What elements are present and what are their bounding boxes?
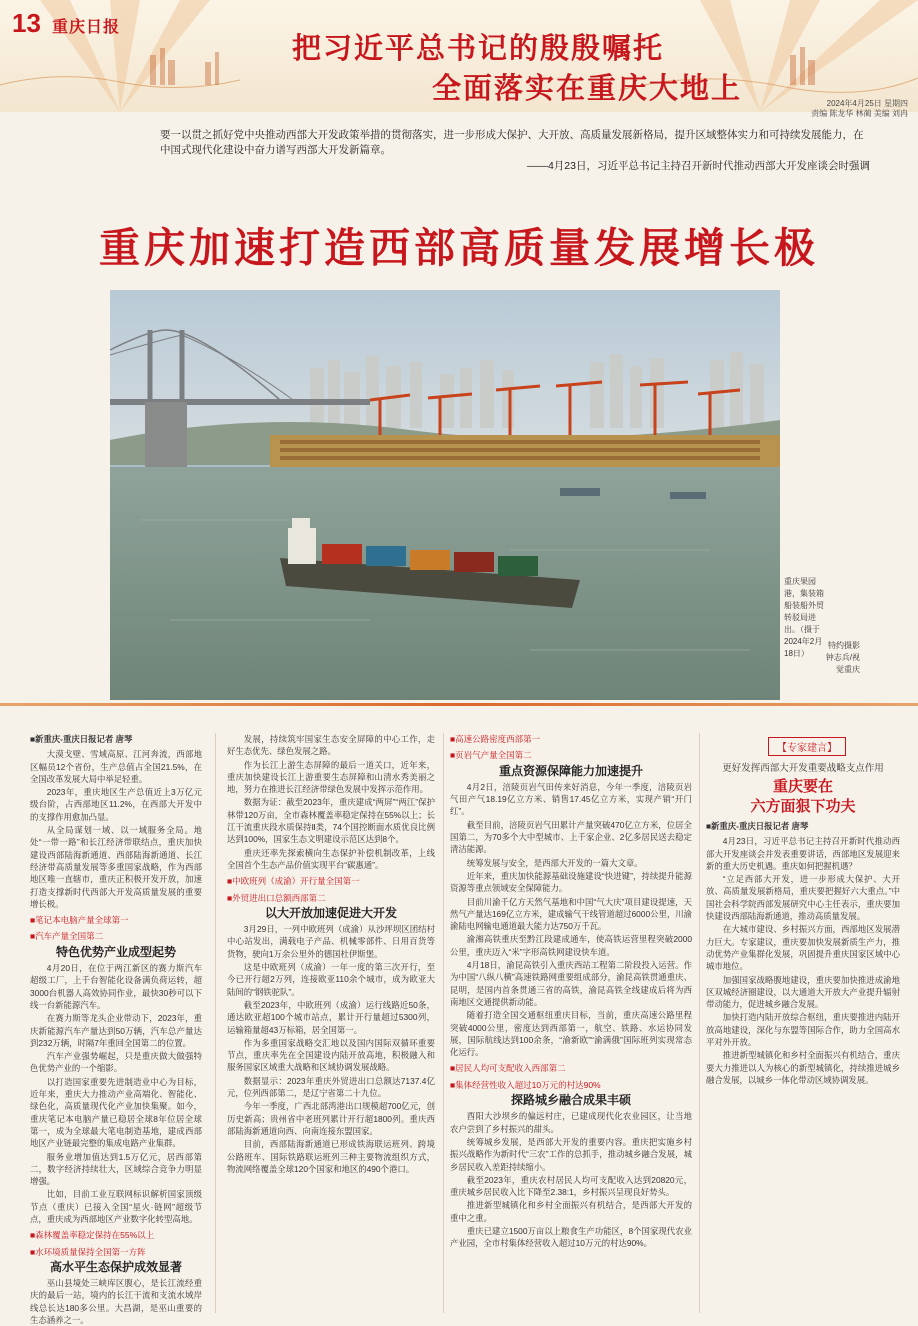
- quote-text: 要一以贯之抓好党中央推动西部大开发政策举措的贯彻落实，进一步形成大保护、大开放、高质量发展新格局，提升区域整体实力和可持续发展能力，在中国式现代化建设中奋力谱写西部大开发新篇章。: [160, 129, 864, 156]
- expert-headline-line1: 重庆要在: [772, 777, 833, 795]
- port-photo: [110, 290, 780, 700]
- paragraph: 统筹城乡发展，是西部大开发的重要内容。重庆把实施乡村振兴战略作为新时代“三农”工作的总抓手，推动城乡融合发展，城乡居民收入差距持续缩小。: [450, 1136, 692, 1172]
- paragraph: 统筹发展与安全，是西部大开发的一篇大文章。: [466, 857, 643, 868]
- expert-headline-line2: 六方面狠下功夫: [750, 797, 856, 815]
- article-byline: ■新重庆-重庆日报记者 唐琴: [30, 734, 133, 744]
- paragraph: 加强国家战略腹地建设，重庆要加快推进成渝地区双城经济圈建设，以大通道大开放大产业提升辐射带动能力，促进城乡融合发展。: [706, 974, 900, 1010]
- paragraph: 比如，目前工业互联网标识解析国家顶级节点（重庆）已接入全国“星火·链网”超级节点，重庆成为西部地区产业数字化转型高地。: [30, 1189, 202, 1224]
- paragraph: 截至目前，涪陵页岩气田累计产量突破470亿立方米，位居全国第二，为70多个大中型城市、上千家企业、2亿多居民送去稳定清洁能源。: [450, 819, 692, 855]
- paragraph: 在大城市建设、乡村振兴方面，西部地区发展潜力巨大。专家建议，重庆要加快发展新质生产力，推动优势产业集群化发展，巩固提升重庆国家区域中心城市地位。: [706, 924, 900, 972]
- leader-quote: [160, 128, 870, 174]
- paragraph: 这是中欧班列（成渝）一年一度的第三次开行，至今已开行超2万列，连接欧亚110余个城市，成为欧亚大陆间的“钢铁驼队”。: [227, 962, 435, 997]
- paragraph: 数据为证：截至2023年，重庆建成“两屏”“两江”保护林带120万亩，全市森林覆盖率稳定保持在55%以上；长江干流重庆段水质保持Ⅱ类，74个国控断面水质优良比例达到100%，国家生态文明建设示范区达到8个。: [227, 797, 435, 845]
- paragraph: 作为多重国家战略交汇地以及国内国际双循环重要节点，重庆率先在全国建设内陆开放高地，积极融入和服务国家区域重大战略和区域协调发展战略。: [227, 1037, 435, 1073]
- expert-kicker: 更好发挥西部大开发重要战略支点作用: [722, 763, 884, 774]
- photo-credit: 特约摄影 钟志兵/视觉重庆: [825, 641, 860, 674]
- paragraph: 随着打造全国交通枢纽重庆目标，当前，重庆高速公路里程突破4000公里，密度达到西部第一，航空、铁路、水运协同发展，国际航线达到100余条，“渝新欧”“渝满俄”国际班列实现常态化运行。: [450, 1010, 692, 1058]
- article-column-2: [227, 733, 435, 1313]
- section-kicker: ■笔记本电脑产量全球第一: [30, 915, 129, 926]
- page-number: 13: [12, 8, 41, 38]
- paragraph: 近年来，重庆加快能源基础设施建设“快进键”，持续提升能源资源等重点领域安全保障能力。: [450, 870, 692, 894]
- photo-caption: 重庆果园港，集装箱船装船外贸转驳局进出。（摄于2024年2月18日）: [784, 577, 824, 658]
- section-subheading: 高水平生态保护成效显著: [49, 1259, 182, 1274]
- section-kicker: ■居民人均可支配收入西部第二: [450, 1063, 566, 1074]
- editors-credit: 责编 陈龙华 林蔺 美编 刘冉: [811, 109, 908, 118]
- paragraph: 加快打造内陆开放综合枢纽，重庆要推进内陆开放高地建设，深化与东盟等国际合作，助力全国高水平对外开放。: [706, 1012, 900, 1048]
- masthead-headline-line2: 全面落实在重庆大地上: [432, 71, 743, 105]
- paragraph: 4月23日，习近平总书记主持召开新时代推动西部大开发座谈会并发表重要讲话，西部地区发展迎来新的重大历史机遇。重庆如何把握机遇？: [706, 836, 900, 871]
- expert-headline: [706, 776, 900, 816]
- section-subheading: 以大开放加速促进大开发: [264, 905, 397, 920]
- paragraph: 数据显示：2023年重庆外贸进出口总额达7137.4亿元，位列西部第二，是辽宁省第二十九位。: [227, 1075, 435, 1099]
- paragraph: 大漠戈壁、雪域高原、江河奔流，西部地区幅员12个省份，生产总值占全国21.5%，在全国改革发展大局中举足轻重。: [30, 749, 202, 784]
- paragraph: 3月29日，一列中欧班列（成渝）从沙坪坝区团结村中心站发出，满载电子产品、机械零部件、日用百货等货物，驶向1万余公里外的德国杜伊斯堡。: [227, 924, 435, 959]
- paragraph: 目前川渝千亿方天然气基地和中国“气大庆”项目建设提速，天然气产量达169亿立方米，建成输气干线管道超过6000公里，川渝渝陆电网输电通道最大能力达750万千瓦。: [450, 896, 692, 932]
- paragraph: 重庆还率先探索横向生态保护补偿机制改革，上线全国首个生态产品价值实现平台“碳惠通”。: [227, 847, 435, 870]
- paragraph: 4月20日，在位于两江新区的赛力斯汽车超级工厂，上千台智能化设备满负荷运转，超3000台机器人高效协同作业，最快30秒可以下线一台新能源汽车。: [30, 963, 202, 1010]
- paragraph: 推进新型城镇化和乡村全面振兴有机结合，是西部大开发的重中之重。: [450, 1200, 692, 1223]
- article-byline: ■新重庆-重庆日报记者 唐琴: [706, 821, 809, 831]
- paragraph: 2023年，重庆地区生产总值近上3万亿元级台阶，占西部地区11.2%，在西部大开发中的支撑作用愈加凸显。: [30, 787, 202, 822]
- paragraph: 重庆已建立1500万亩以上粮食生产功能区，8个国家现代农业产业园，全市村集体经营收入超过10万元的村达90%。: [450, 1225, 692, 1249]
- masthead-banner: [0, 0, 918, 112]
- expert-advice-tag: 【专家建言】: [768, 737, 846, 756]
- newspaper-name: 重庆日报: [52, 17, 121, 36]
- paragraph: 今年一季度，广西北部湾港出口规模超700亿元，创历史新高；贵州省中老班列累计开行超1800列。重庆西部陆海新通道向西、向南连接东盟国家。: [227, 1101, 435, 1136]
- section-kicker: ■水环境质量保持全国第一方阵: [30, 1246, 146, 1257]
- section-subheading: 重点资源保障能力加速提升: [498, 763, 643, 778]
- section-kicker: ■页岩气产量全国第二: [450, 750, 532, 761]
- paragraph: “立足西部大开发，进一步形成大保护、大开放、高质量发展新格局，重庆要把握好六大重点。”中国社会科学院西部发展研究中心主任表示，重庆要加快建设西部陆海新通道，推动高质量发展。: [706, 874, 900, 922]
- paragraph: 汽车产业强势崛起，只是重庆做大做强特色优势产业的一个缩影。: [30, 1051, 202, 1074]
- paragraph: 4月2日，涪陵页岩气田传来好消息，今年一季度，涪陵页岩气田产气18.19亿立方米、销售17.45亿立方米，实现产销“开门红”。: [450, 781, 692, 817]
- column-rule: [699, 733, 700, 1313]
- paragraph: 酉阳大沙坝乡的偏远村庄，已建成现代化农业园区，让当地农户尝到了乡村振兴的甜头。: [450, 1111, 692, 1134]
- paragraph: 截至2023年，中欧班列（成渝）运行线路近50条，通达欧亚超100个城市站点，累计开行量超过5300列，运输箱量超43万标箱，居全国第一。: [227, 999, 435, 1035]
- port-photo-illustration: [110, 290, 780, 700]
- masthead-headline-line1: 把习近平总书记的殷殷嘱托: [292, 31, 665, 65]
- paragraph: 服务业增加值达到1.5万亿元，居西部第二，数字经济持续壮大，区域综合竞争力明显增强。: [30, 1151, 202, 1187]
- section-subheading: 探路城乡融合成果丰硕: [510, 1093, 631, 1108]
- section-kicker: ■中欧班列（成渝）开行量全国第一: [227, 876, 360, 887]
- paragraph: 截至2023年，重庆农村居民人均可支配收入达到20820元，重庆城乡居民收入比下降至2.38:1，乡村振兴呈现良好势头。: [450, 1174, 692, 1198]
- column-rule: [443, 733, 444, 1313]
- section-kicker: ■外贸进出口总额西部第二: [227, 892, 326, 903]
- section-kicker: ■高速公路密度西部第一: [450, 734, 541, 744]
- paragraph: 以打造国家重要先进制造业中心为目标，近年来，重庆大力推动产业高端化、智能化、绿色化，高质量现代化产业加快集聚。如今，重庆笔记本电脑产量已稳居全球8年位居全球第一，成为全球最大笔电制造基地，建成西部地区产业链最完整的集成电路产业集群。: [30, 1076, 202, 1149]
- paragraph: 渝湘高铁重庆至黔江段建成通车，使高铁运营里程突破2000公里，重庆迈入“米”字形高铁网建设快车道。: [450, 934, 692, 957]
- section-kicker: ■集体经营性收入超过10万元的村达90%: [450, 1079, 601, 1090]
- column-rule: [215, 733, 216, 1313]
- paragraph: 目前，西部陆海新通道已形成铁海联运班列、跨境公路班车、国际铁路联运班列三种主要物流组织方式，物流网络覆盖全球120个国家和地区的490个港口。: [227, 1139, 435, 1174]
- paragraph: 从全局谋划一域、以一域服务全局。地处“一带一路”和长江经济带联结点，重庆加快建设西部陆海新通道、西部陆海新通道、长江经济带高质量发展等多重国家战略，作为西部地区唯一直辖市，重庆正积极开发开放，加速打造支撑新时代西部大开发高质量发展的重要增长极。: [30, 825, 202, 909]
- section-kicker: ■森林覆盖率稳定保持在55%以上: [30, 1230, 155, 1241]
- section-divider: [0, 703, 918, 706]
- quote-source: ——4月23日，习近平总书记主持召开新时代推动西部大开发座谈会时强调: [526, 160, 870, 172]
- article-column-3: [450, 733, 692, 1313]
- expert-column: [706, 820, 900, 1315]
- issue-date: 2024年4月25日 星期四: [826, 99, 908, 108]
- paragraph: 推进新型城镇化和乡村全面振兴有机结合，重庆要大力推进以人为核心的新型城镇化，持续推进城乡融合发展，以城乡一体化带动区域协调发展。: [706, 1050, 900, 1085]
- paragraph: 在赛力斯等龙头企业带动下，2023年，重庆新能源汽车产量达到50万辆，汽车总产量达到232万辆，时隔7年重回全国第二的位置。: [30, 1013, 202, 1048]
- article-column-1: [30, 733, 202, 1326]
- section-kicker: ■汽车产量全国第二: [30, 931, 104, 942]
- paragraph: 4月18日，渝昆高铁引入重庆西站工程第二阶段投入运营。作为中国“八纵八横”高速铁路网重要组成部分，渝昆高铁贯通重庆、昆明，是国内首条贯通三省的高铁，渝昆高铁全线建成后将为西南地区交通提供新动能。: [450, 960, 692, 1007]
- paragraph: 巫山县境处三峡库区腹心，是长江流经重庆的最后一站，境内的长江干流和支流水域岸线总长达180多公里。大昌湖，是巫山重要的生态涵养之一。: [30, 1278, 202, 1326]
- paragraph: 作为长江上游生态屏障的最后一道关口，近年来，重庆加快建设长江上游重要生态屏障和山清水秀美丽之地，努力在推进长江经济带绿色发展中发挥示范作用。: [227, 759, 435, 795]
- section-subheading: 特色优势产业成型起势: [55, 944, 176, 959]
- paragraph: 发展，持续筑牢国家生态安全屏障的中心工作，走好生态优先、绿色发展之路。: [227, 734, 435, 757]
- main-headline: 重庆加速打造西部高质量发展增长极: [99, 224, 819, 272]
